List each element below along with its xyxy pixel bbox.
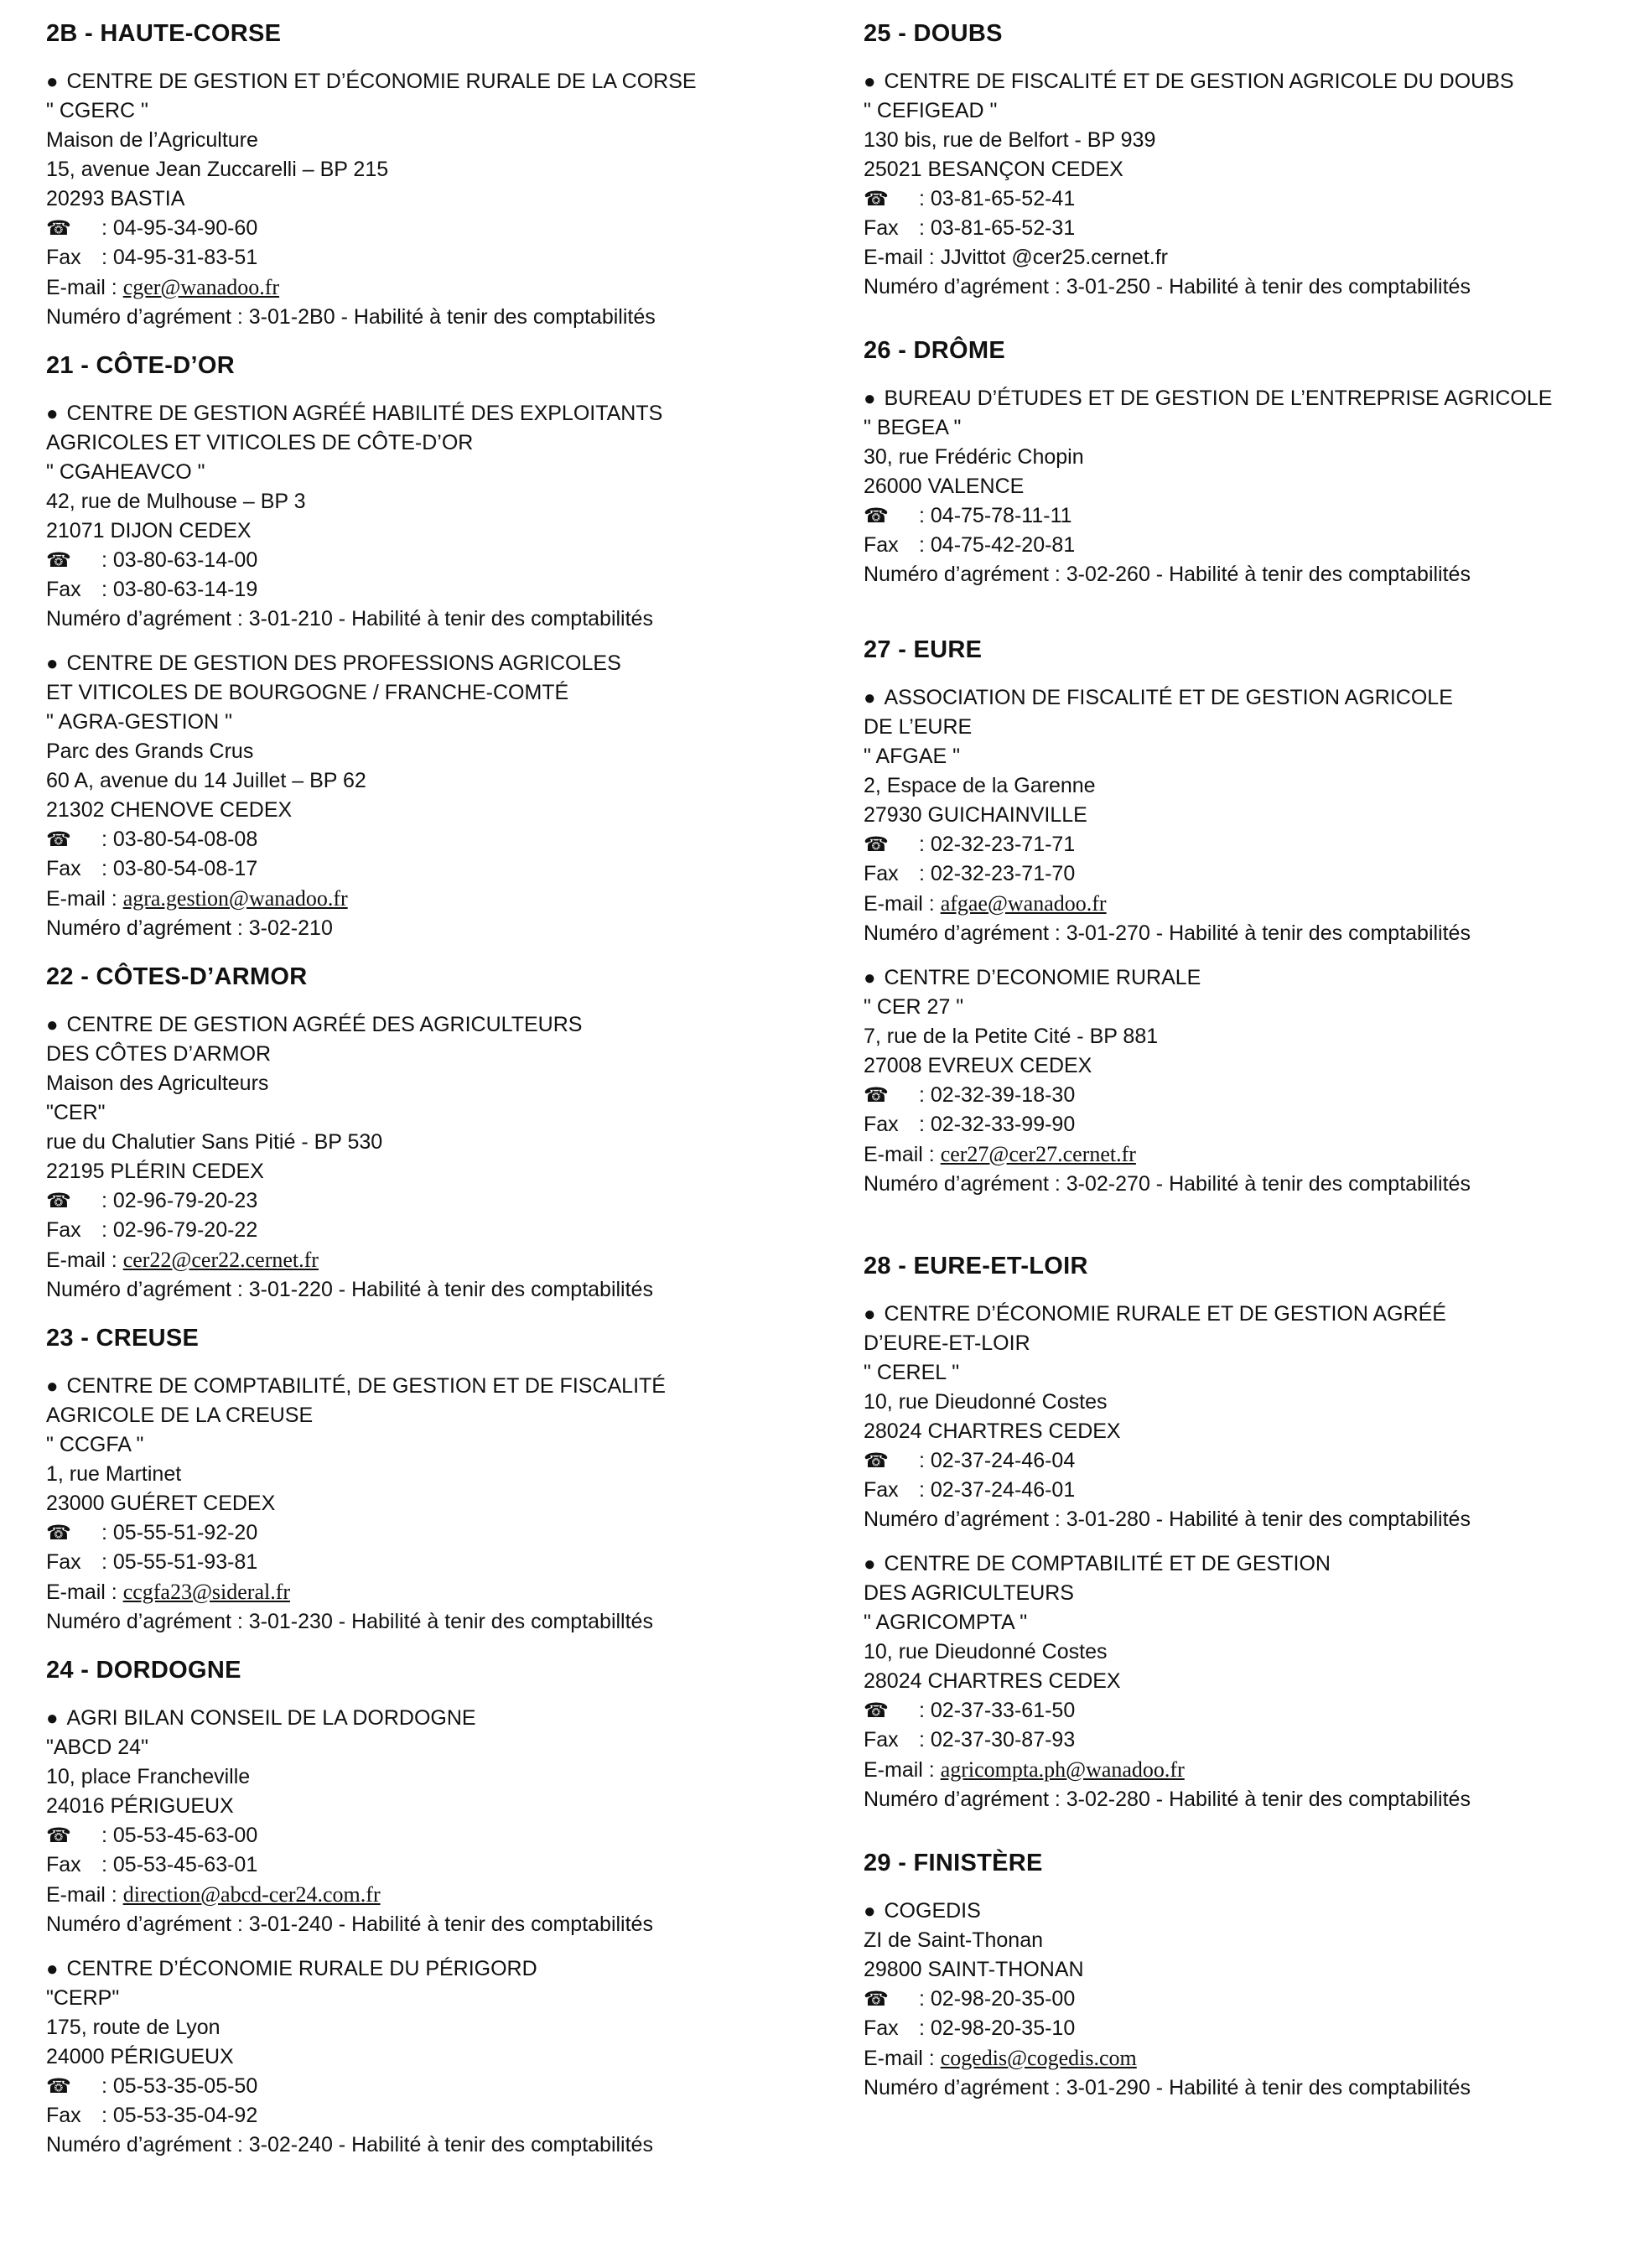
fax-label: Fax <box>46 578 81 601</box>
phone-icon: ☎ <box>864 1700 889 1722</box>
section-heading: 29 - FINISTÈRE <box>864 1850 1043 1876</box>
bullet-icon: ● <box>864 1303 876 1326</box>
agrement-line: Numéro d’agrément : 3-01-2B0 - Habilité à tenir des comptabilités <box>46 305 656 329</box>
fax-label: Fax <box>864 216 899 240</box>
address-line: " CGAHEAVCO " <box>46 460 205 484</box>
bullet-icon: ● <box>46 1014 59 1036</box>
entry-name: CENTRE DE GESTION ET D’ÉCONOMIE RURALE DE LA CORSE <box>66 70 697 93</box>
email-label: E-mail : <box>46 887 117 911</box>
agrement-line: Numéro d’agrément : 3-01-250 - Habilité à tenir des comptabilités <box>864 275 1471 298</box>
email-link[interactable]: direction@abcd-cer24.com.fr <box>122 1882 381 1907</box>
phone-number: : 02-98-20-35-00 <box>919 1987 1076 2011</box>
fax-label: Fax <box>46 857 81 880</box>
phone-number: : 04-75-78-11-11 <box>919 504 1072 527</box>
address-line: 21071 DIJON CEDEX <box>46 519 252 542</box>
phone-line <box>864 501 1627 531</box>
entry-name: CENTRE DE GESTION AGRÉÉ DES AGRICULTEURS <box>66 1013 583 1036</box>
fax-label: Fax <box>46 1853 81 1876</box>
phone-icon: ☎ <box>46 1190 71 1212</box>
email-link[interactable]: cer27@cer27.cernet.fr <box>940 1142 1136 1166</box>
agrement-line: Numéro d’agrément : 3-02-260 - Habilité à tenir des comptabilités <box>864 563 1471 586</box>
entry-name-line <box>46 428 817 458</box>
agrement-line: Numéro d’agrément : 3-02-210 <box>46 916 333 940</box>
address-line: 130 bis, rue de Belfort - BP 939 <box>864 128 1156 152</box>
phone-number: : 02-37-24-46-04 <box>919 1449 1076 1472</box>
fax-number: : 03-81-65-52-31 <box>919 216 1076 240</box>
address-line: 26000 VALENCE <box>864 475 1025 498</box>
email-label: E-mail : <box>46 276 117 299</box>
agrement-line: Numéro d’agrément : 3-01-270 - Habilité à tenir des comptabilités <box>864 921 1471 945</box>
fax-number: : 02-32-33-99-90 <box>919 1113 1076 1136</box>
phone-icon: ☎ <box>46 1522 71 1544</box>
bullet-icon: ● <box>46 1375 59 1398</box>
address-line: 10, place Francheville <box>46 1765 251 1788</box>
directory-section <box>864 1251 1627 1814</box>
phone-line <box>864 1985 1627 2014</box>
address-line: 27008 EVREUX CEDEX <box>864 1054 1092 1077</box>
entry-name-line <box>864 1549 1627 1579</box>
fax-number: : 05-53-45-63-01 <box>101 1853 258 1876</box>
address-line: rue du Chalutier Sans Pitié - BP 530 <box>46 1130 383 1154</box>
entry-name: AGRICOLES ET VITICOLES DE CÔTE-D’OR <box>46 431 474 454</box>
directory-section <box>46 1323 817 1637</box>
fax-number: : 02-98-20-35-10 <box>919 2016 1076 2040</box>
address-line: 1, rue Martinet <box>46 1462 182 1486</box>
entry-name-line <box>864 1579 1627 1608</box>
phone-line <box>46 1186 817 1216</box>
entry-name: ASSOCIATION DE FISCALITÉ ET DE GESTION AGRICOLE <box>884 686 1453 709</box>
directory-section <box>46 962 817 1305</box>
entry-name: CENTRE D’ECONOMIE RURALE <box>884 966 1201 989</box>
fax-number: : 04-95-31-83-51 <box>101 246 258 269</box>
section-heading: 26 - DRÔME <box>864 337 1005 364</box>
address-line: 20293 BASTIA <box>46 187 185 210</box>
entry-name-line <box>864 713 1627 742</box>
directory-section <box>864 335 1627 589</box>
phone-number: : 05-53-45-63-00 <box>101 1824 258 1847</box>
address-line: " AGRA-GESTION " <box>46 710 232 734</box>
entry-name: D’EURE-ET-LOIR <box>864 1331 1030 1355</box>
email-link[interactable]: ccgfa23@sideral.fr <box>122 1580 291 1604</box>
phone-line <box>864 1081 1627 1110</box>
email-label: E-mail : <box>46 1580 117 1604</box>
entry-name-line <box>864 1329 1627 1358</box>
address-line: " AFGAE " <box>864 745 961 768</box>
fax-number: : 05-53-35-04-92 <box>101 2104 258 2127</box>
bullet-icon: ● <box>46 652 59 675</box>
directory-entry <box>864 963 1627 1199</box>
entry-name: COGEDIS <box>884 1899 981 1923</box>
email-line <box>46 272 817 303</box>
address-line: Maison de l’Agriculture <box>46 128 258 152</box>
email-label: E-mail : <box>864 246 935 269</box>
email-line <box>46 884 817 914</box>
email-line <box>864 889 1627 919</box>
entry-name: DES AGRICULTEURS <box>864 1581 1074 1605</box>
section-heading: 21 - CÔTE-D’OR <box>46 352 235 379</box>
directory-entry <box>46 1704 817 1939</box>
address-line: 27930 GUICHAINVILLE <box>864 803 1087 827</box>
entry-name-line <box>46 1954 817 1984</box>
address-line: "CERP" <box>46 1986 120 2010</box>
entry-name-line <box>864 67 1627 96</box>
directory-entry <box>864 683 1627 948</box>
section-heading: 22 - CÔTES-D’ARMOR <box>46 963 308 990</box>
phone-line <box>46 1518 817 1548</box>
entry-name-line <box>864 683 1627 713</box>
email-label: E-mail : <box>864 1143 935 1166</box>
directory-section <box>864 1848 1627 2103</box>
directory-section <box>46 350 817 943</box>
address-line: 21302 CHENOVE CEDEX <box>46 798 293 822</box>
section-heading: 27 - EURE <box>864 636 983 663</box>
entry-name: CENTRE DE COMPTABILITÉ ET DE GESTION <box>884 1552 1331 1575</box>
fax-line <box>864 214 1627 243</box>
bullet-icon: ● <box>864 70 876 93</box>
entry-name: CENTRE D’ÉCONOMIE RURALE ET DE GESTION AGRÉÉ <box>884 1302 1446 1326</box>
agrement-line: Numéro d’agrément : 3-01-210 - Habilité à tenir des comptabilités <box>46 607 653 631</box>
email-link[interactable]: cer22@cer22.cernet.fr <box>122 1248 319 1272</box>
agrement-line: Numéro d’agrément : 3-01-230 - Habilité à tenir des comptabilltés <box>46 1610 653 1633</box>
phone-number: : 02-32-39-18-30 <box>919 1083 1076 1107</box>
email-link[interactable]: agricompta.ph@wanadoo.fr <box>940 1757 1185 1782</box>
address-line: 24000 PÉRIGUEUX <box>46 2045 234 2068</box>
address-line: 22195 PLÉRIN CEDEX <box>46 1160 264 1183</box>
entry-name: DE L’EURE <box>864 715 973 739</box>
entry-name: ET VITICOLES DE BOURGOGNE / FRANCHE-COMTÉ <box>46 681 569 704</box>
address-line: " CEREL " <box>864 1361 960 1384</box>
bullet-icon: ● <box>46 1707 59 1730</box>
fax-number: : 02-96-79-20-22 <box>101 1218 258 1242</box>
directory-entry <box>46 1010 817 1305</box>
entry-name: CENTRE D’ÉCONOMIE RURALE DU PÉRIGORD <box>66 1957 537 1980</box>
phone-icon: ☎ <box>46 217 71 240</box>
entry-name-line <box>46 1704 817 1733</box>
email-label: E-mail : <box>46 1883 117 1907</box>
phone-line <box>864 184 1627 214</box>
address-line: 175, route de Lyon <box>46 2016 221 2039</box>
directory-section <box>864 635 1627 1199</box>
entry-name: CENTRE DE FISCALITÉ ET DE GESTION AGRICOLE DU DOUBS <box>884 70 1514 93</box>
entry-name-line <box>864 384 1627 413</box>
phone-line <box>864 830 1627 859</box>
address-line: " CCGFA " <box>46 1433 144 1456</box>
email-line <box>864 2043 1627 2073</box>
bullet-icon: ● <box>864 687 876 709</box>
address-line: 25021 BESANÇON CEDEX <box>864 158 1123 181</box>
fax-label: Fax <box>864 1478 899 1502</box>
fax-line <box>864 1110 1627 1139</box>
fax-label: Fax <box>864 1113 899 1136</box>
address-line: ZI de Saint-Thonan <box>864 1928 1044 1952</box>
phone-number: : 03-81-65-52-41 <box>919 187 1076 210</box>
fax-label: Fax <box>864 862 899 885</box>
phone-number: : 03-80-54-08-08 <box>101 828 258 851</box>
agrement-line: Numéro d’agrément : 3-01-280 - Habilité à tenir des comptabilités <box>864 1508 1471 1531</box>
directory-entry <box>46 67 817 332</box>
email-link[interactable]: cogedis@cogedis.com <box>940 2046 1137 2070</box>
entry-name-line <box>864 1300 1627 1329</box>
fax-number: : 03-80-63-14-19 <box>101 578 258 601</box>
entry-name-line <box>46 1010 817 1040</box>
entry-name-line <box>46 678 817 708</box>
entry-name: AGRICOLE DE LA CREUSE <box>46 1404 314 1427</box>
email-link[interactable]: afgae@wanadoo.fr <box>940 891 1107 916</box>
address-line: 2, Espace de la Garenne <box>864 774 1096 797</box>
directory-section <box>46 1655 817 2160</box>
bullet-icon: ● <box>864 967 876 989</box>
entry-name: DES CÔTES D’ARMOR <box>46 1042 272 1066</box>
email-line <box>864 1755 1627 1785</box>
phone-icon: ☎ <box>864 1450 889 1472</box>
directory-entry <box>46 649 817 943</box>
email-line <box>864 243 1627 272</box>
fax-line <box>46 1548 817 1577</box>
entry-name-line <box>46 399 817 428</box>
bullet-icon: ● <box>46 1958 59 1980</box>
address-line: "CER" <box>46 1101 106 1124</box>
phone-icon: ☎ <box>864 188 889 210</box>
phone-number: : 02-96-79-20-23 <box>101 1189 258 1212</box>
address-line: " BEGEA " <box>864 416 962 439</box>
entry-name-line <box>46 1372 817 1401</box>
email-link[interactable]: cger@wanadoo.fr <box>122 275 280 299</box>
bullet-icon: ● <box>46 402 59 425</box>
address-line: " CER 27 " <box>864 995 964 1019</box>
phone-line <box>864 1696 1627 1726</box>
email-address: JJvittot @cer25.cernet.fr <box>940 246 1168 269</box>
phone-number: : 02-37-33-61-50 <box>919 1699 1076 1722</box>
email-line <box>46 1880 817 1910</box>
fax-label: Fax <box>46 2104 81 2127</box>
fax-line <box>46 854 817 884</box>
address-line: 28024 CHARTRES CEDEX <box>864 1669 1121 1693</box>
fax-number: : 03-80-54-08-17 <box>101 857 258 880</box>
phone-line <box>46 546 817 575</box>
address-line: 23000 GUÉRET CEDEX <box>46 1492 276 1515</box>
directory-section <box>46 18 817 332</box>
address-line: " CGERC " <box>46 99 148 122</box>
address-line: 28024 CHARTRES CEDEX <box>864 1419 1121 1443</box>
agrement-line: Numéro d’agrément : 3-02-270 - Habilité à tenir des comptabilités <box>864 1172 1471 1196</box>
agrement-line: Numéro d’agrément : 3-01-240 - Habilité à tenir des comptabilités <box>46 1912 653 1936</box>
email-link[interactable]: agra.gestion@wanadoo.fr <box>122 886 348 911</box>
directory-entry <box>864 1897 1627 2103</box>
fax-line <box>864 531 1627 560</box>
address-line: Maison des Agriculteurs <box>46 1072 269 1095</box>
address-line: 60 A, avenue du 14 Juillet – BP 62 <box>46 769 366 792</box>
fax-label: Fax <box>46 1218 81 1242</box>
agrement-line: Numéro d’agrément : 3-01-220 - Habilité à tenir des comptabilités <box>46 1278 653 1301</box>
entry-name-line <box>864 963 1627 993</box>
fax-line <box>46 575 817 605</box>
fax-label: Fax <box>46 1550 81 1574</box>
agrement-line: Numéro d’agrément : 3-02-280 - Habilité à tenir des comptabilités <box>864 1788 1471 1811</box>
entry-name: BUREAU D’ÉTUDES ET DE GESTION DE L’ENTREPRISE AGRICOLE <box>884 387 1553 410</box>
section-heading: 28 - EURE-ET-LOIR <box>864 1253 1088 1279</box>
directory-entry <box>46 399 817 634</box>
right-column <box>864 18 1627 2103</box>
address-line: 42, rue de Mulhouse – BP 3 <box>46 490 306 513</box>
fax-label: Fax <box>864 533 899 557</box>
phone-icon: ☎ <box>46 828 71 851</box>
fax-line <box>46 1850 817 1880</box>
phone-line <box>864 1446 1627 1476</box>
address-line: 7, rue de la Petite Cité - BP 881 <box>864 1025 1159 1048</box>
bullet-icon: ● <box>46 70 59 93</box>
phone-number: : 03-80-63-14-00 <box>101 548 258 572</box>
phone-icon: ☎ <box>864 1988 889 2011</box>
email-label: E-mail : <box>864 2047 935 2070</box>
address-line: 10, rue Dieudonné Costes <box>864 1640 1108 1663</box>
email-line <box>46 1577 817 1607</box>
bullet-icon: ● <box>864 1900 876 1923</box>
section-heading: 23 - CREUSE <box>46 1325 200 1352</box>
phone-number: : 05-53-35-05-50 <box>101 2074 258 2098</box>
phone-icon: ☎ <box>46 1824 71 1847</box>
phone-line <box>46 214 817 243</box>
phone-number: : 02-32-23-71-71 <box>919 833 1076 856</box>
fax-number: : 04-75-42-20-81 <box>919 533 1076 557</box>
address-line: "ABCD 24" <box>46 1736 148 1759</box>
entry-name-line <box>46 649 817 678</box>
address-line: " CEFIGEAD " <box>864 99 998 122</box>
entry-name: CENTRE DE COMPTABILITÉ, DE GESTION ET DE FISCALITÉ <box>66 1374 666 1398</box>
phone-number: : 04-95-34-90-60 <box>101 216 258 240</box>
phone-icon: ☎ <box>864 505 889 527</box>
fax-line <box>46 1216 817 1245</box>
directory-entry <box>864 67 1627 302</box>
fax-line <box>864 1476 1627 1505</box>
address-line: " AGRICOMPTA " <box>864 1611 1028 1634</box>
directory-entry <box>864 384 1627 589</box>
directory-section <box>864 18 1627 302</box>
fax-line <box>864 2014 1627 2043</box>
email-label: E-mail : <box>46 1248 117 1272</box>
section-heading: 25 - DOUBS <box>864 20 1003 47</box>
fax-number: : 02-37-24-46-01 <box>919 1478 1076 1502</box>
directory-entry <box>864 1549 1627 1814</box>
fax-label: Fax <box>864 1728 899 1752</box>
entry-name-line <box>46 1401 817 1430</box>
section-heading: 2B - HAUTE-CORSE <box>46 20 282 47</box>
email-label: E-mail : <box>864 1758 935 1782</box>
directory-entry <box>46 1372 817 1637</box>
fax-label: Fax <box>864 2016 899 2040</box>
email-line <box>864 1139 1627 1170</box>
section-heading: 24 - DORDOGNE <box>46 1657 241 1684</box>
fax-line <box>864 859 1627 889</box>
phone-line <box>46 1821 817 1850</box>
email-label: E-mail : <box>864 892 935 916</box>
address-line: Parc des Grands Crus <box>46 740 254 763</box>
phone-icon: ☎ <box>864 833 889 856</box>
address-line: 30, rue Frédéric Chopin <box>864 445 1084 469</box>
phone-line <box>46 2072 817 2101</box>
directory-entry <box>864 1300 1627 1534</box>
entry-name-line <box>46 67 817 96</box>
address-line: 10, rue Dieudonné Costes <box>864 1390 1108 1414</box>
phone-icon: ☎ <box>46 2075 71 2098</box>
left-column <box>46 18 817 2160</box>
phone-number: : 05-55-51-92-20 <box>101 1521 258 1544</box>
fax-line <box>46 2101 817 2130</box>
fax-line <box>864 1726 1627 1755</box>
phone-icon: ☎ <box>46 549 71 572</box>
entry-name: CENTRE DE GESTION AGRÉÉ HABILITÉ DES EXPLOITANTS <box>66 402 663 425</box>
address-line: 29800 SAINT-THONAN <box>864 1958 1084 1981</box>
address-line: 15, avenue Jean Zuccarelli – BP 215 <box>46 158 389 181</box>
entry-name: AGRI BILAN CONSEIL DE LA DORDOGNE <box>66 1706 476 1730</box>
fax-number: : 05-55-51-93-81 <box>101 1550 258 1574</box>
directory-entry <box>46 1954 817 2160</box>
address-line: 24016 PÉRIGUEUX <box>46 1794 234 1818</box>
agrement-line: Numéro d’agrément : 3-01-290 - Habilité à tenir des comptabilités <box>864 2076 1471 2099</box>
entry-name-line <box>864 1897 1627 1926</box>
entry-name: CENTRE DE GESTION DES PROFESSIONS AGRICOLES <box>66 651 621 675</box>
entry-name-line <box>46 1040 817 1069</box>
bullet-icon: ● <box>864 387 876 410</box>
fax-number: : 02-37-30-87-93 <box>919 1728 1076 1752</box>
agrement-line: Numéro d’agrément : 3-02-240 - Habilité à tenir des comptabilités <box>46 2133 653 2156</box>
fax-number: : 02-32-23-71-70 <box>919 862 1076 885</box>
phone-icon: ☎ <box>864 1084 889 1107</box>
fax-line <box>46 243 817 272</box>
fax-label: Fax <box>46 246 81 269</box>
bullet-icon: ● <box>864 1553 876 1575</box>
phone-line <box>46 825 817 854</box>
email-line <box>46 1245 817 1275</box>
